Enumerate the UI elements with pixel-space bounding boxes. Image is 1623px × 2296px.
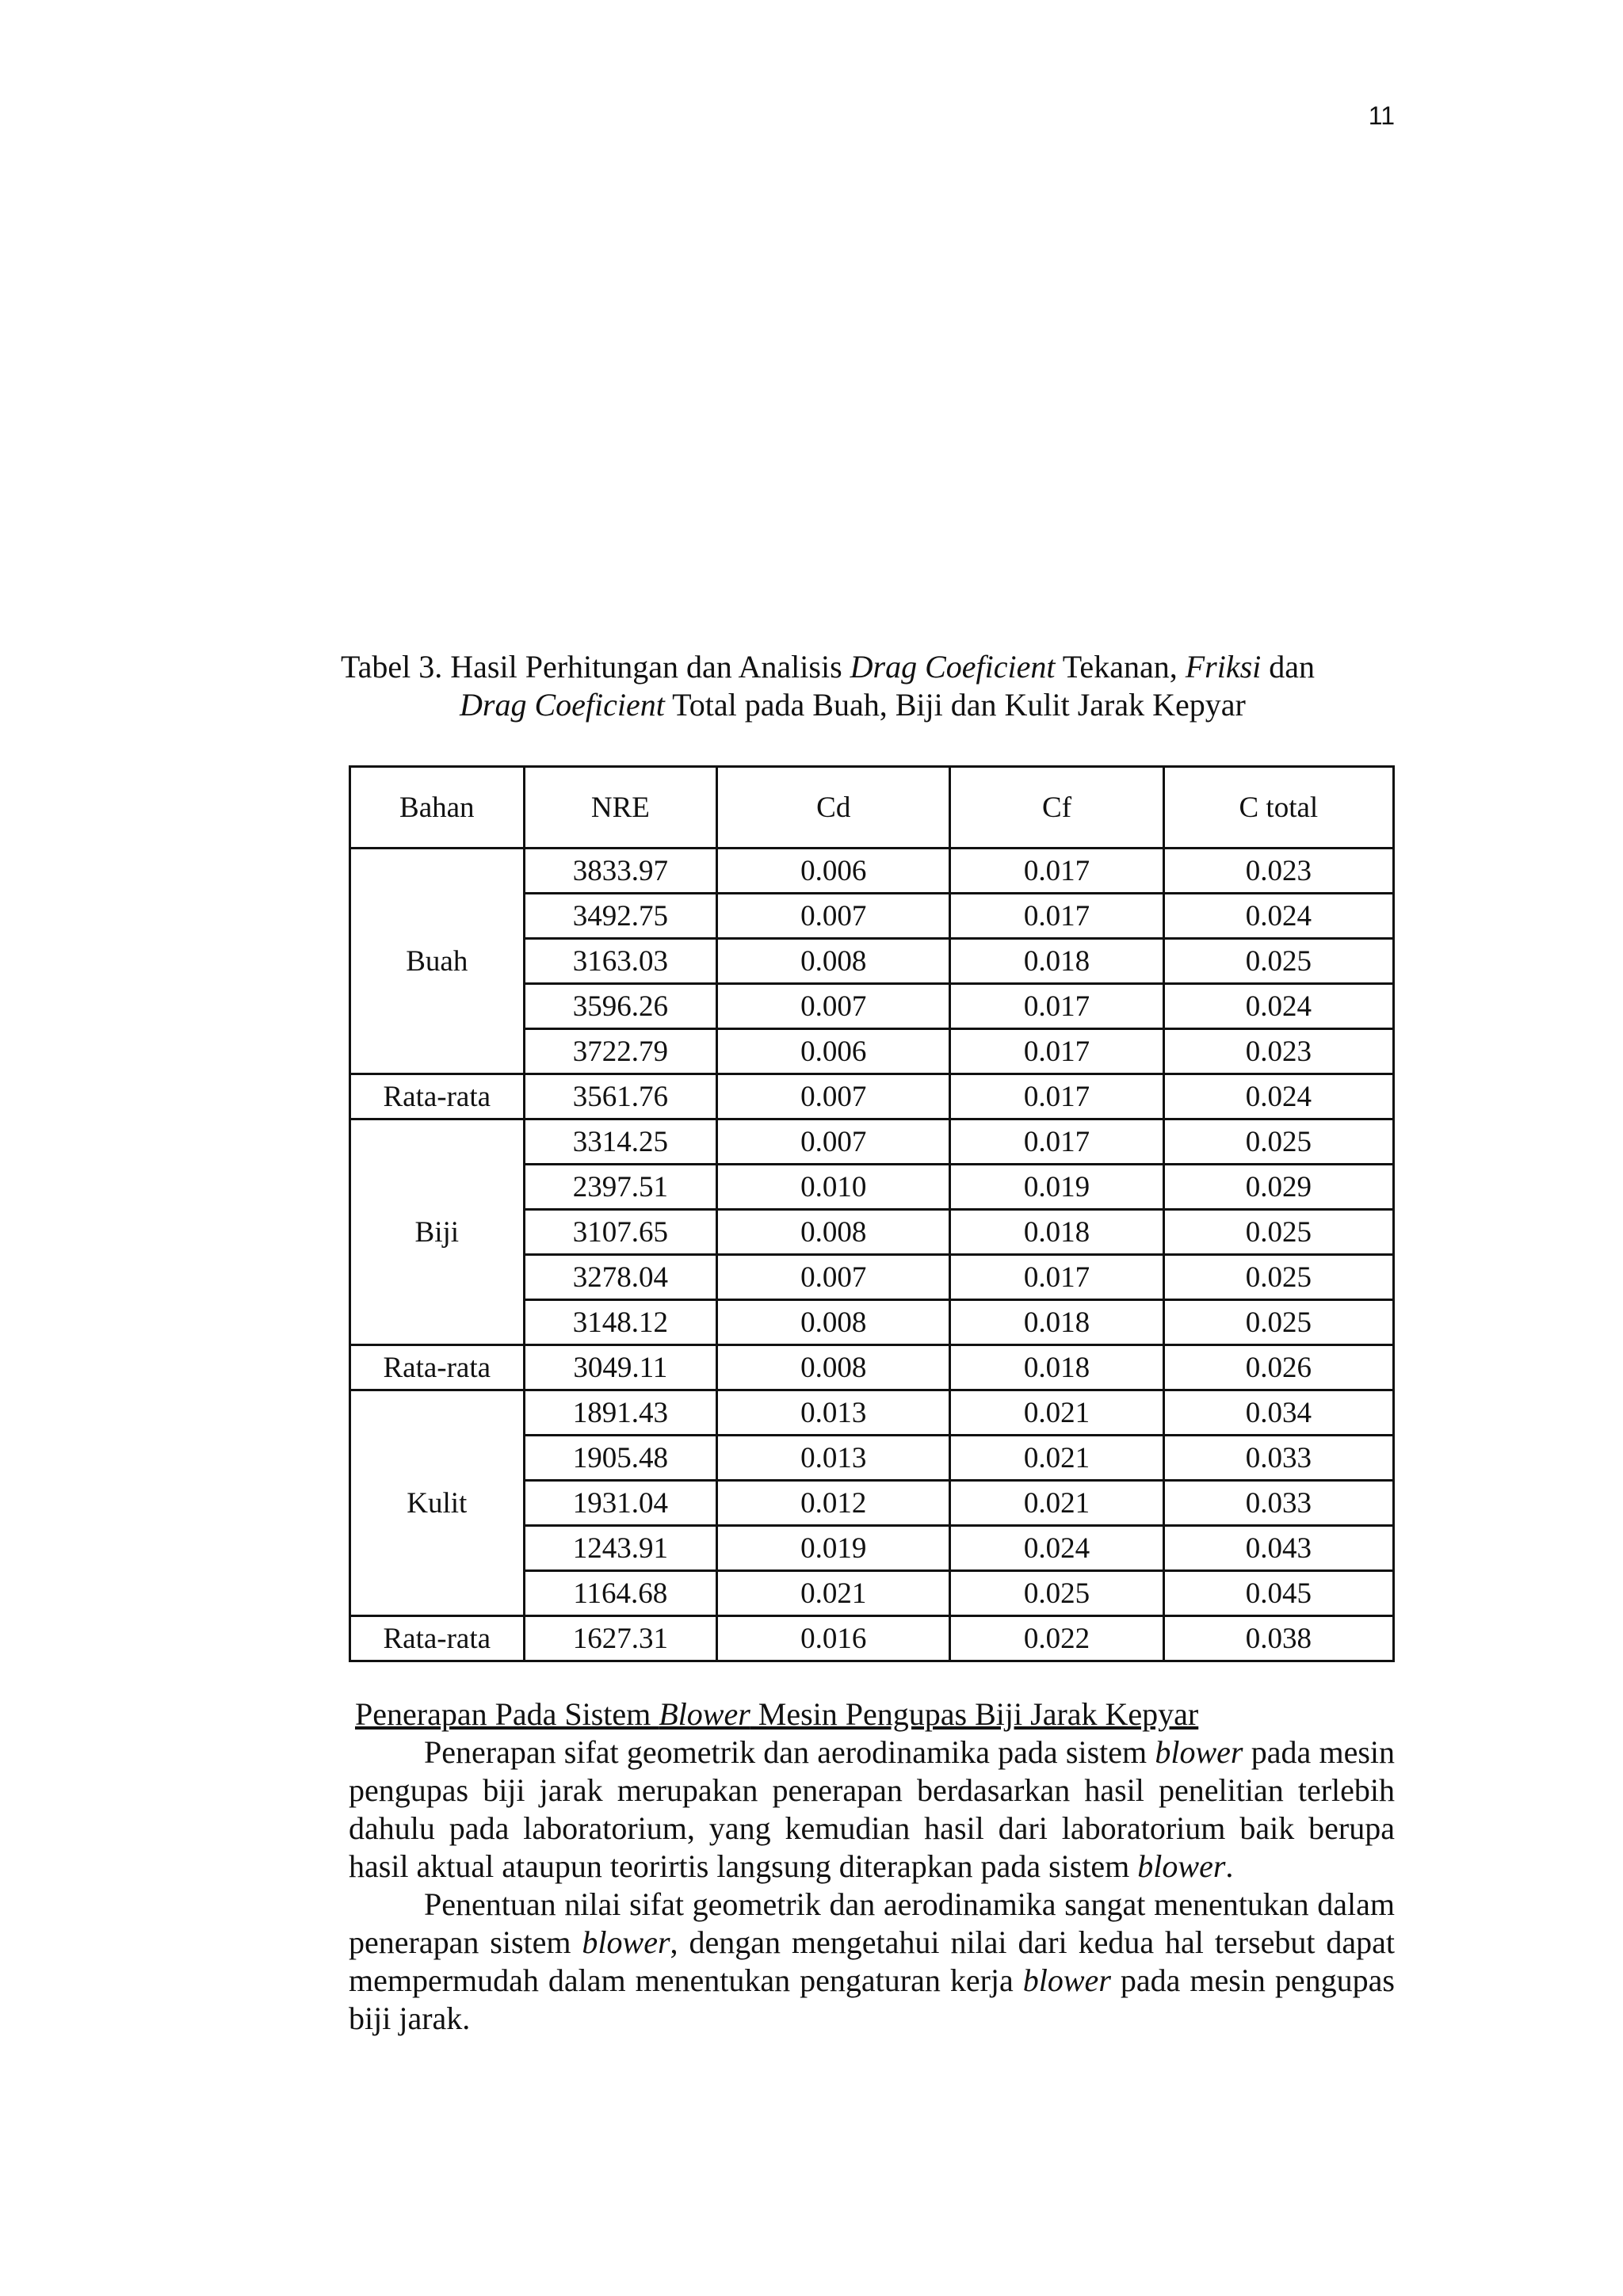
c-total-cell: 0.033 (1163, 1481, 1393, 1526)
header-cf: Cf (950, 767, 1163, 849)
nre-cell: 2397.51 (524, 1165, 717, 1210)
section-heading (355, 1695, 1395, 1733)
c-total-cell: 0.029 (1163, 1165, 1393, 1210)
caption-prefix: Tabel 3. Hasil Perhitungan dan Analisis (341, 649, 850, 685)
section-blower (349, 1695, 1395, 2038)
caption-line-1 (341, 648, 1403, 686)
average-label: Rata-rata (350, 1616, 525, 1661)
paragraph-1-part-e: . (1225, 1848, 1234, 1884)
cf-cell: 0.024 (950, 1526, 1163, 1571)
nre-cell: 1905.48 (524, 1436, 717, 1481)
cd-cell: 0.007 (717, 1255, 950, 1300)
nre-cell: 3492.75 (524, 894, 717, 939)
cd-cell: 0.007 (717, 984, 950, 1029)
cd-cell: 0.021 (717, 1571, 950, 1616)
cd-cell: 0.008 (717, 1210, 950, 1255)
average-c-total-cell: 0.038 (1163, 1616, 1393, 1661)
nre-cell: 1891.43 (524, 1390, 717, 1436)
nre-cell: 3314.25 (524, 1119, 717, 1165)
section-heading-blower: Blower (659, 1696, 750, 1732)
cd-cell: 0.008 (717, 1300, 950, 1345)
nre-cell: 3722.79 (524, 1029, 717, 1074)
cd-cell: 0.013 (717, 1390, 950, 1436)
cf-cell: 0.017 (950, 1029, 1163, 1074)
nre-cell: 3163.03 (524, 939, 717, 984)
c-total-cell: 0.024 (1163, 984, 1393, 1029)
nre-cell: 3596.26 (524, 984, 717, 1029)
c-total-cell: 0.025 (1163, 939, 1393, 984)
paragraph-1-term-b: blower (1155, 1734, 1243, 1770)
nre-cell: 3278.04 (524, 1255, 717, 1300)
c-total-cell: 0.024 (1163, 894, 1393, 939)
cd-cell: 0.008 (717, 939, 950, 984)
cd-cell: 0.019 (717, 1526, 950, 1571)
c-total-cell: 0.025 (1163, 1119, 1393, 1165)
caption-mid-2: dan (1261, 649, 1316, 685)
nre-cell: 3107.65 (524, 1210, 717, 1255)
average-cf-cell: 0.017 (950, 1074, 1163, 1119)
cd-cell: 0.010 (717, 1165, 950, 1210)
caption-mid-1: Tekanan, (1055, 649, 1186, 685)
table-body (350, 849, 1394, 1661)
caption-term-friksi: Friksi (1185, 649, 1262, 685)
cf-cell: 0.025 (950, 1571, 1163, 1616)
table-row (350, 849, 1394, 894)
paragraph-1-part-c: pada mesin pengupas biji jarak merupakan penerapan berdasarkan hasil penelitian terlebih dahulu pada laboratorium, yang kemudian hasil dari laboratorium baik berupa hasil aktual ataupun teorirtis langsung diterapkan pada sistem (349, 1734, 1396, 1884)
header-cd: Cd (717, 767, 950, 849)
cf-cell: 0.018 (950, 939, 1163, 984)
table-row (350, 1119, 1394, 1165)
cd-cell: 0.007 (717, 1119, 950, 1165)
cf-cell: 0.017 (950, 894, 1163, 939)
cf-cell: 0.018 (950, 1210, 1163, 1255)
material-cell: Buah (350, 849, 525, 1074)
c-total-cell: 0.025 (1163, 1255, 1393, 1300)
average-cd-cell: 0.016 (717, 1616, 950, 1661)
section-heading-suffix: Mesin Pengupas Biji Jarak Kepyar (750, 1696, 1199, 1732)
table-header-row (350, 767, 1394, 849)
table-caption (341, 648, 1403, 724)
c-total-cell: 0.025 (1163, 1210, 1393, 1255)
cf-cell: 0.017 (950, 1255, 1163, 1300)
c-total-cell: 0.043 (1163, 1526, 1393, 1571)
cd-cell: 0.006 (717, 849, 950, 894)
header-nre: NRE (524, 767, 717, 849)
paragraph-2-term-d: blower (1022, 1962, 1111, 1998)
cf-cell: 0.018 (950, 1300, 1163, 1345)
average-row (350, 1616, 1394, 1661)
cd-cell: 0.013 (717, 1436, 950, 1481)
cd-cell: 0.007 (717, 894, 950, 939)
cf-cell: 0.017 (950, 849, 1163, 894)
average-nre-cell: 1627.31 (524, 1616, 717, 1661)
nre-cell: 1243.91 (524, 1526, 717, 1571)
c-total-cell: 0.034 (1163, 1390, 1393, 1436)
caption-suffix: Total pada Buah, Biji dan Kulit Jarak Kepyar (664, 687, 1246, 723)
average-row (350, 1074, 1394, 1119)
c-total-cell: 0.023 (1163, 849, 1393, 894)
average-nre-cell: 3049.11 (524, 1345, 717, 1390)
average-cf-cell: 0.018 (950, 1345, 1163, 1390)
c-total-cell: 0.045 (1163, 1571, 1393, 1616)
average-c-total-cell: 0.024 (1163, 1074, 1393, 1119)
paragraph-2-part-a: Penentuan nilai sifat geometrik dan aerodinamika sangat menentukan dalam penerapan sistem (349, 1886, 1395, 1960)
cf-cell: 0.021 (950, 1436, 1163, 1481)
nre-cell: 3833.97 (524, 849, 717, 894)
material-cell: Kulit (350, 1390, 525, 1616)
table-row (350, 1390, 1394, 1436)
average-label: Rata-rata (350, 1345, 525, 1390)
paragraph-1 (349, 1733, 1395, 1886)
paragraph-1-part-a: Penerapan sifat geometrik dan aerodinamika pada sistem (424, 1734, 1155, 1770)
caption-term-drag-2: Drag Coeficient (460, 687, 665, 723)
average-row (350, 1345, 1394, 1390)
average-c-total-cell: 0.026 (1163, 1345, 1393, 1390)
paragraph-1-term-d: blower (1137, 1848, 1226, 1884)
nre-cell: 1164.68 (524, 1571, 717, 1616)
paragraph-2-part-e: pada mesin pengupas biji jarak. (349, 1962, 1396, 2036)
c-total-cell: 0.023 (1163, 1029, 1393, 1074)
header-c-total: C total (1163, 767, 1393, 849)
cd-cell: 0.012 (717, 1481, 950, 1526)
average-nre-cell: 3561.76 (524, 1074, 717, 1119)
page-number: 11 (1368, 101, 1395, 130)
paragraph-2-term-b: blower (582, 1924, 670, 1960)
paragraph-2 (349, 1886, 1395, 2038)
caption-line-2 (341, 686, 1403, 724)
cf-cell: 0.017 (950, 1119, 1163, 1165)
average-cf-cell: 0.022 (950, 1616, 1163, 1661)
average-label: Rata-rata (350, 1074, 525, 1119)
header-bahan: Bahan (350, 767, 525, 849)
c-total-cell: 0.025 (1163, 1300, 1393, 1345)
average-cd-cell: 0.007 (717, 1074, 950, 1119)
cf-cell: 0.017 (950, 984, 1163, 1029)
material-cell: Biji (350, 1119, 525, 1345)
section-heading-prefix: Penerapan Pada Sistem (355, 1696, 659, 1732)
caption-term-drag-1: Drag Coeficient (850, 649, 1056, 685)
nre-cell: 1931.04 (524, 1481, 717, 1526)
drag-coefficient-table (349, 765, 1395, 1662)
average-cd-cell: 0.008 (717, 1345, 950, 1390)
cf-cell: 0.021 (950, 1390, 1163, 1436)
nre-cell: 3148.12 (524, 1300, 717, 1345)
cf-cell: 0.019 (950, 1165, 1163, 1210)
cd-cell: 0.006 (717, 1029, 950, 1074)
cf-cell: 0.021 (950, 1481, 1163, 1526)
c-total-cell: 0.033 (1163, 1436, 1393, 1481)
paragraph-2-part-c: , dengan mengetahui nilai dari kedua hal tersebut dapat mempermudah dalam menentukan pengaturan kerja (349, 1924, 1395, 1998)
